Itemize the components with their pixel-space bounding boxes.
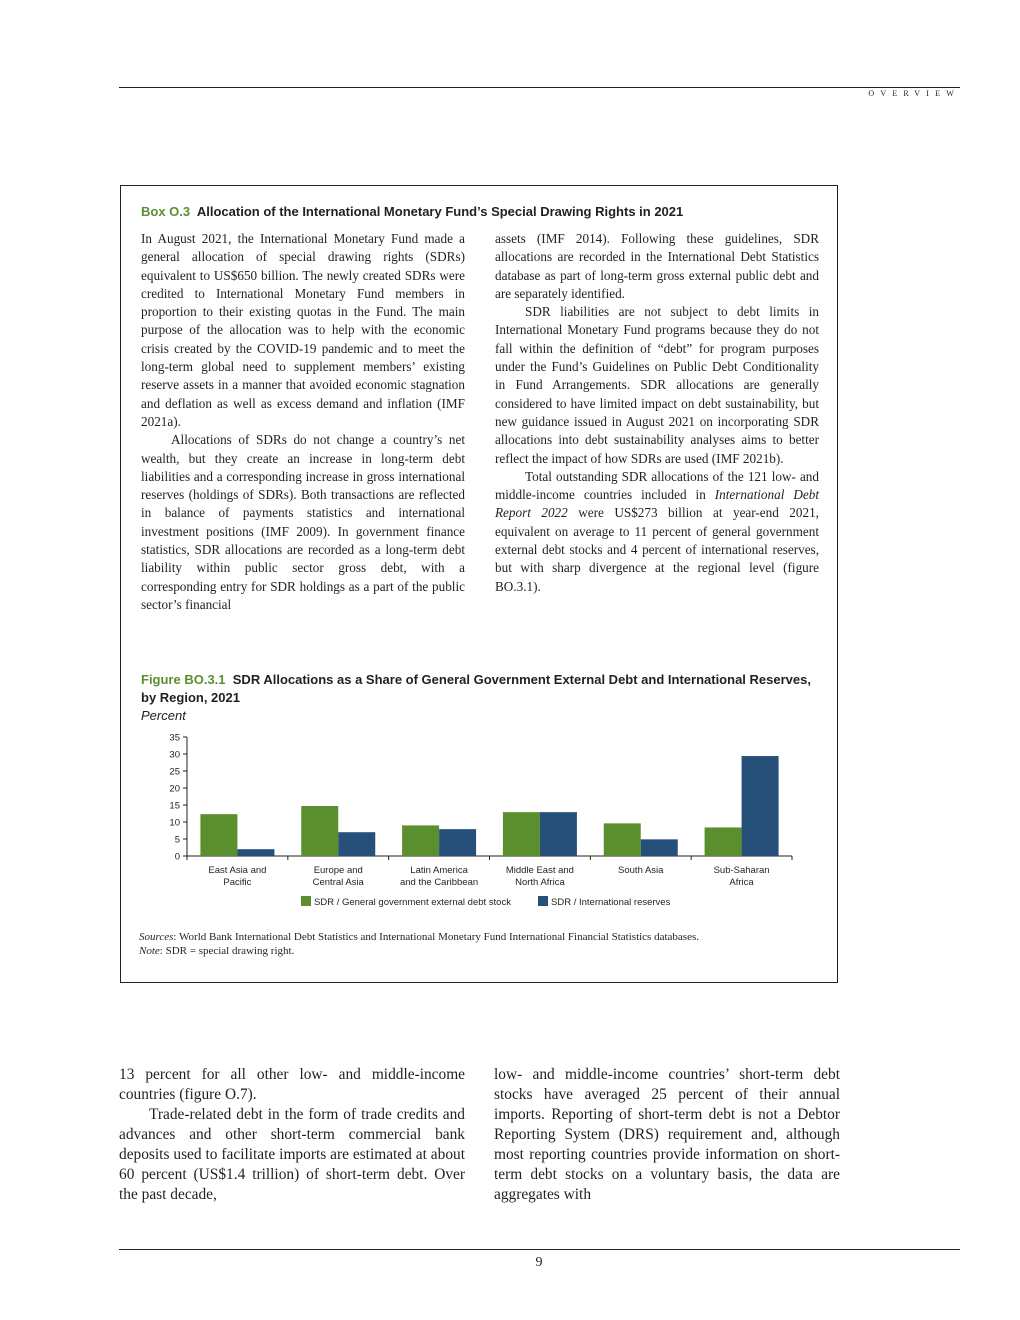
note-line (139, 944, 829, 958)
box-label: Box O.3 (141, 204, 191, 219)
body-column-left (119, 1065, 465, 1205)
page-number: 9 (535, 1255, 543, 1270)
bar-reserves-share (641, 839, 678, 856)
x-category-label: Europe and (313, 865, 363, 876)
bar-debt-share (200, 814, 237, 856)
figure-title-text: SDR Allocations as a Share of General Government External Debt and International Reserves, by Region, 2021 (141, 672, 811, 705)
y-tick-label: 25 (169, 766, 180, 778)
body-paragraph: 13 percent for all other low- and middle-income countries (figure O.7). (119, 1066, 465, 1103)
bar-reserves-share (439, 829, 476, 856)
x-category-label: South Asia (618, 865, 664, 876)
y-tick-label: 30 (169, 749, 180, 761)
bar-reserves-share (338, 832, 375, 856)
y-tick-label: 35 (169, 732, 180, 744)
box-paragraph: SDR liabilities are not subject to debt limits in International Monetary Fund programs because they do not fall within the definition of “debt” for program purposes under the Fund’s Guidelines on Public Debt Conditionality in Fund Arrangements. SDR allocations are generally considered to have limited impact on debt sustainability, but new guidance issued in August 2021 on incorporating SDR allocations into debt sustainability analyses aims to better reflect the impact of how SDRs are used (IMF 2021b). (495, 304, 819, 466)
body-paragraph: Trade-related debt in the form of trade credits and advances and other short-term commercial bank deposits used to facilitate imports are estimated at about 60 percent (US$1.4 trillion) of short-term debt. Over the past decade, (119, 1106, 465, 1203)
bar-debt-share (604, 823, 641, 856)
top-rule (119, 87, 960, 88)
legend-swatch (538, 896, 548, 906)
sources-line (139, 930, 829, 944)
body-column-right (494, 1065, 840, 1205)
bar-debt-share (301, 806, 338, 856)
report-title-italic: International Debt Report 2022 (495, 487, 819, 521)
text-run: were US$273 billion at year-end 2021, equivalent on average to 11 percent of general government external debt stocks and 4 percent of international reserves, but with sharp divergence at the regional level (figure BO.3.1). (495, 505, 819, 594)
y-tick-label: 20 (169, 783, 180, 795)
sources-label: Sources (139, 931, 174, 943)
bar-debt-share (705, 827, 742, 856)
legend-swatch (301, 896, 311, 906)
text-run: Total outstanding SDR allocations of the 121 low- and middle-income countries included in (495, 468, 819, 503)
sources-text: : World Bank International Debt Statistics and International Monetary Fund International Financial Statistics databases. (173, 931, 699, 943)
bottom-rule (119, 1249, 960, 1250)
figure-unit: Percent (141, 708, 186, 723)
y-tick-label: 10 (169, 817, 180, 829)
body-paragraph: low- and middle-income countries’ short-term debt stocks have averaged 25 percent of their annual imports. Reporting of short-term debt is not a Debtor Reporting System (DRS) requirement and, although most reporting countries provide information on short-term debt stocks on a voluntary basis, the data are aggregates with (494, 1066, 840, 1203)
running-head: OVERVIEW (868, 89, 960, 98)
x-category-label: Middle East and (505, 865, 574, 876)
x-category-label: and the Caribbean (399, 877, 479, 888)
x-category-label: North Africa (515, 877, 565, 888)
box-paragraph: assets (IMF 2014). Following these guidelines, SDR allocations are recorded in the International Debt Statistics database as part of long-term gross external public debt and are separately identified. (495, 231, 819, 301)
figure-sources (139, 930, 829, 958)
y-tick-label: 15 (169, 800, 180, 812)
box-paragraph: Allocations of SDRs do not change a country’s net wealth, but they create an increase in long-term debt liabilities and a corresponding increase in gross international reserves (holdings of SDRs). Both transactions are reflected in balance of payments statistics and international investment positions (IMF 2009). In government finance statistics, SDR allocations are recorded as a long-term debt liability within public sector gross debt, with a corresponding entry for SDR holdings as a part of the public sector’s financial (141, 432, 465, 612)
box-o3 (120, 185, 838, 983)
note-text: : SDR = special drawing right. (159, 945, 295, 957)
figure-label: Figure BO.3.1 (141, 672, 226, 687)
bar-debt-share (503, 812, 540, 856)
note-label: Note (139, 945, 160, 957)
bar-reserves-share (237, 849, 274, 856)
x-category-label: Pacific (223, 877, 252, 888)
y-tick-label: 0 (174, 851, 180, 863)
legend-label: SDR / International reserves (551, 897, 671, 908)
x-category-label: Sub-Saharan (713, 865, 770, 876)
x-category-label: Latin America (410, 865, 468, 876)
bar-reserves-share (742, 756, 779, 856)
x-category-label: Central Asia (312, 877, 364, 888)
box-paragraph: In August 2021, the International Monetary Fund made a general allocation of special drawing rights (SDRs) equivalent to US$650 billion. The newly created SDRs were credited to International Monetary Fund members in proportion to their existing quotas in the Fund. The main purpose of the allocation was to help with the economic crisis created by the COVID-19 pandemic and to meet the long-term global need to supplement members’ existing reserve assets in a manner that avoided economic stagnation and deflation as well as excess demand and inflation (IMF 2021a). (141, 231, 465, 429)
legend-label: SDR / General government external debt stock (314, 897, 511, 908)
bar-chart (121, 186, 837, 926)
x-category-label: Africa (729, 877, 754, 888)
bar-reserves-share (540, 812, 577, 856)
bar-debt-share (402, 825, 439, 856)
x-category-label: East Asia and (208, 865, 267, 876)
y-tick-label: 5 (174, 834, 180, 846)
box-title-text: Allocation of the International Monetary Fund’s Special Drawing Rights in 2021 (196, 204, 684, 219)
